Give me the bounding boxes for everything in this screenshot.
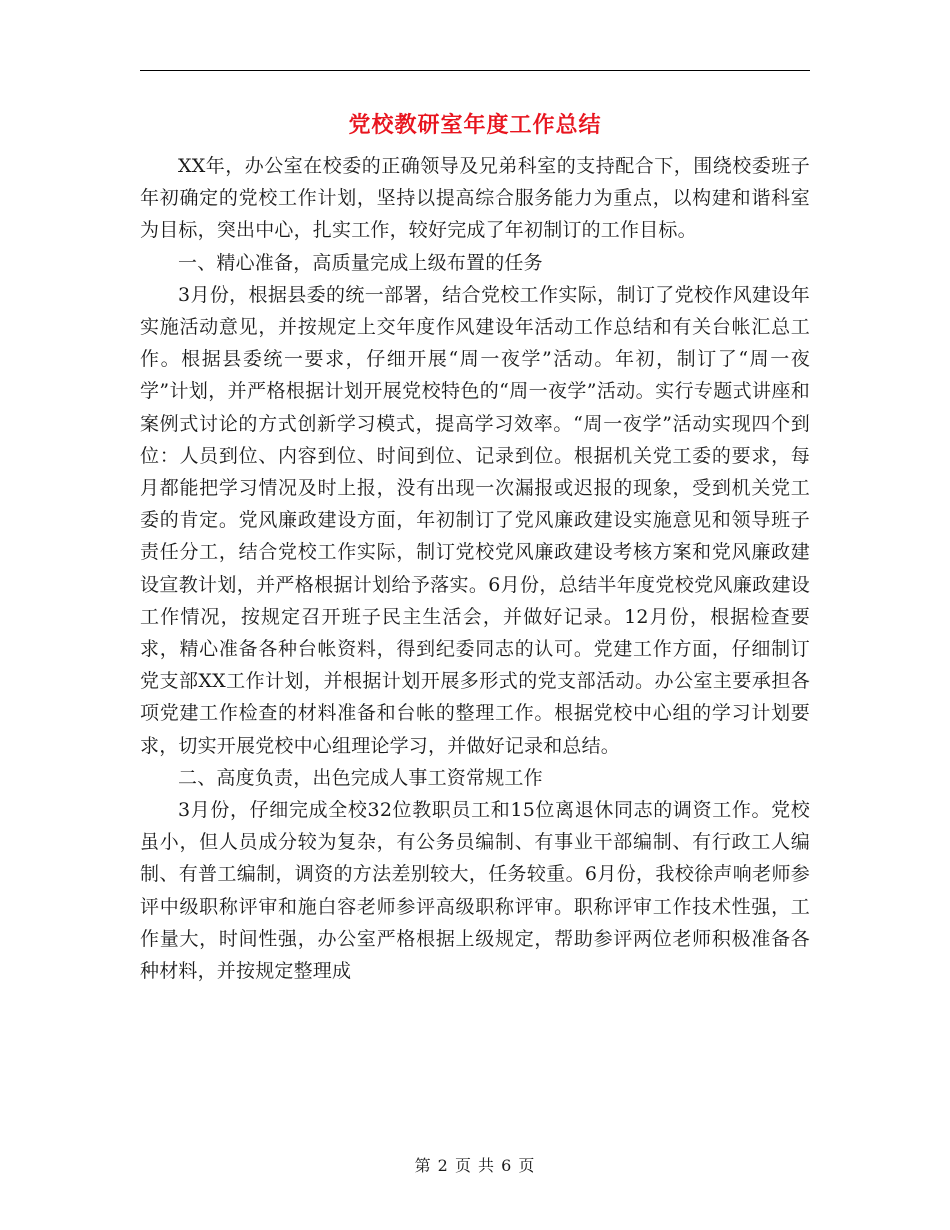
header-rule [140,70,810,71]
document-title: 党校教研室年度工作总结 [348,113,602,138]
section-heading: 一、精心准备，高质量完成上级布置的任务 [178,251,543,274]
section-heading: 二、高度负责，出色完成人事工资常规工作 [178,766,543,789]
body-paragraph: 3月份，仔细完成全校32位教职员工和15位离退休同志的调资工作。党校虽小，但人员成分较为复杂，有公务员编制、有事业干部编制、有行政工人编制、有普工编制，调资的方法差别较大，任务较重。6月份，我校徐声响老师参评中级职称评审和施白容老师参评高级职称评审。职称评审工作技术性强，工作量大，时间性强，办公室严格根据上级规定，帮助参评两位老师积极准备各种材料，并按规定整理成 [140,799,810,983]
document-body [140,150,810,987]
body-paragraph: XX年，办公室在校委的正确领导及兄弟科室的支持配合下，围绕校委班子年初确定的党校工作计划，坚持以提高综合服务能力为重点，以构建和谐科室为目标，突出中心，扎实工作，较好完成了年初制订的工作目标。 [140,155,810,242]
page-number-footer: 第 2 页 共 6 页 [414,1156,536,1175]
body-paragraph: 3月份，根据县委的统一部署，结合党校工作实际，制订了党校作风建设年实施活动意见，并按规定上交年度作风建设年活动工作总结和有关台帐汇总工作。根据县委统一要求，仔细开展“周一夜学”活动。年初，制订了“周一夜学”计划，并严格根据计划开展党校特色的“周一夜学”活动。实行专题式讲座和案例式讨论的方式创新学习模式，提高学习效率。“周一夜学”活动实现四个到位：人员到位、内容到位、时间到位、记录到位。根据机关党工委的要求，每月都能把学习情况及时上报，没有出现一次漏报或迟报的现象，受到机关党工委的肯定。党风廉政建设方面，年初制订了党风廉政建设实施意见和领导班子责任分工，结合党校工作实际，制订党校党风廉政建设考核方案和党风廉政建设宣教计划，并严格根据计划给予落实。6月份，总结半年度党校党风廉政建设工作情况，按规定召开班子民主生活会，并做好记录。12月份，根据检查要求，精心准备各种台帐资料，得到纪委同志的认可。党建工作方面，仔细制订党支部XX工作计划，并根据计划开展多形式的党支部活动。办公室主要承担各项党建工作检查的材料准备和台帐的整理工作。根据党校中心组的学习计划要求，切实开展党校中心组理论学习，并做好记录和总结。 [140,283,810,757]
